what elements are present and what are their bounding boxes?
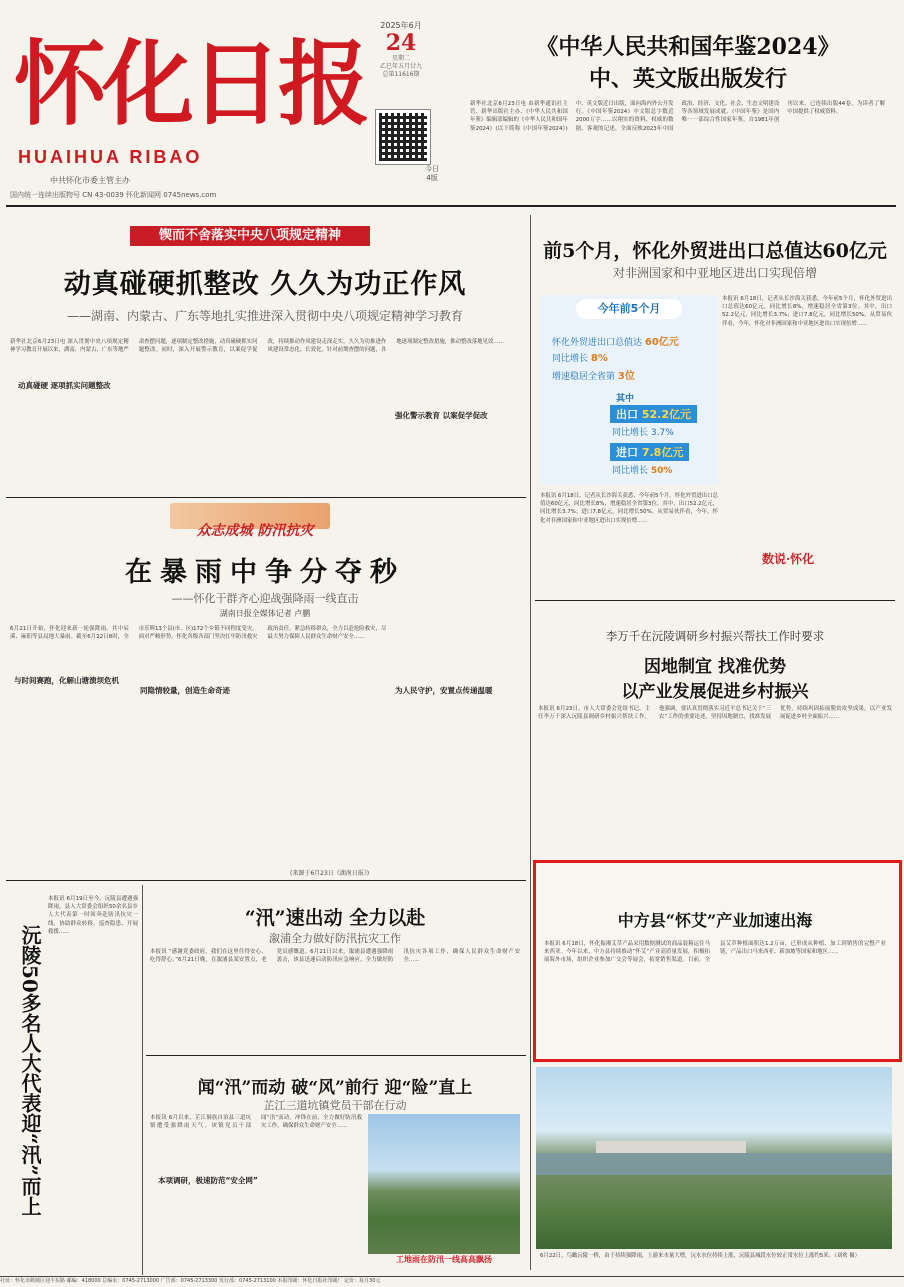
- story2-byline: 湖南日报全媒体记者 卢鹏: [219, 609, 311, 618]
- date-day: 24: [385, 30, 417, 56]
- among-label: 其中: [616, 394, 635, 404]
- page-count: 4版: [426, 174, 438, 183]
- story3-divider: [146, 1055, 526, 1056]
- flood-photo: [368, 1114, 520, 1254]
- export-growth-row: [612, 425, 674, 438]
- dam-structure: [596, 1141, 746, 1153]
- story1-subtitle: ——湖南、内蒙古、广东等地扎实推进深入贯彻中央八项规定精神学习教育: [66, 309, 463, 323]
- main-column-rule: [530, 215, 531, 1270]
- date-box: [360, 20, 442, 79]
- masthead-title: 怀化日报: [14, 30, 367, 138]
- story2-title: 在暴雨中争分夺秒: [125, 557, 405, 588]
- trade-body-right: 本报讯 6月18日，记者从长沙海关获悉，今年前5个月，怀化外贸进出口总值达60亿元，同比增长8%，增速稳居全省第3位。其中，出口52.2亿元，同比增长3.7%；进口7.8亿元，同比增长50%。从贸易伙伴看，今年，怀化对非洲国家和中亚地区进出口实现倍增……: [722, 296, 892, 327]
- rural-body: 本报讯 6月23日，市人大常委会党组书记、主任李万千深入沅陵县调研乡村振兴帮扶工作。他强调，要认真贯彻落实习近平总书记关于“三农”工作的重要论述，坚持因地制宜，找准发展优势，持续巩固拓展脱贫攻坚成果，以产业发展促进乡村全面振兴……: [538, 706, 892, 721]
- date-issue: 总第11616期: [382, 70, 420, 78]
- story2-subhead1: 与时间赛跑，化解山塘溃坝危机: [14, 676, 119, 685]
- masthead-sponsor: 中共怀化市委主管主办: [50, 176, 130, 185]
- banner-eight-rules: 锲而不舍落实中央八项规定精神: [130, 226, 370, 246]
- stat1-value: 60亿元: [644, 337, 679, 348]
- river-band: [536, 1153, 892, 1175]
- story3-subtitle: 溆浦全力做好防汛抗灾工作: [269, 932, 401, 945]
- stat2-label: 同比增长: [552, 354, 589, 364]
- stat1-row: [552, 333, 679, 348]
- story3-title: “汛”速出动 全力以赴: [244, 907, 426, 929]
- story4-photo-label: 工地雨在防汛一线高高飘扬: [396, 1255, 492, 1264]
- stat3-row: [552, 367, 635, 382]
- story2-body: 6月21日开始，怀化迎来新一轮强降雨，其中辰溪、麻阳等县局地大暴雨。截至6月22日8时，全市乐辉13个县(市、区)172个乡镇不同程度受灾。面对严峻形势，怀化各级各部门坚决扛牢防汛救灾政治责任，紧急转移群众，全力以赴抢险救灾，尽最大努力保障人民群众生命财产安全……: [10, 626, 387, 641]
- footer-bar: 社址：怀化市鹤城区迎丰东路 邮编：418000 总编室：0745-2713000 广告部：0745-2713300 发行部：0745-2713100 本报印刷：怀化日报社印刷厂 定价：每月30元: [0, 1276, 904, 1287]
- top-story-title2: 中、英文版出版发行: [588, 66, 787, 92]
- top-story-title: 《中华人民共和国年鉴2024》: [536, 34, 840, 60]
- import-label: 进口: [616, 446, 638, 459]
- story4-title: 闻“汛”而动 破“风”前行 迎“险”直上: [197, 1078, 473, 1098]
- top-story-body: 新华社北京6月23日电 由新华通讯社主管、新华出版社主办、《中华人民共和国年鉴》编辑部编辑的《中华人民共和国年鉴2024》(以下简称《中国年鉴2024》)中、英文版近日出版，面向海内外公开发行。《中国年鉴2024》中文版总字数近2000万字……以翔实的资料、权威的数据、客观的记述，全面反映2023年中国政治、经济、文化、社会、生态文明建设等各领域发展成就。《中国年鉴》是国内唯一一部综合性国家年鉴，自1981年创刊以来，已连续出版44卷，为读者了解中国提供了权威资料。: [470, 101, 885, 132]
- trade-subtitle: 对非洲国家和中亚地区进出口实现倍增: [612, 266, 817, 280]
- qr-code-icon[interactable]: [376, 110, 430, 164]
- side-column-rule: [142, 885, 143, 1275]
- stat3-label: 增速稳居全省第: [552, 372, 616, 382]
- story2-source: (来源于6月23日《湖南日报》): [290, 870, 370, 877]
- rural-title: 因地制宜 找准优势: [644, 657, 786, 677]
- banner-flood: 众志成城 防汛抗灾: [196, 523, 314, 539]
- export-growth-value: 3.7%: [650, 428, 674, 438]
- export-row: [610, 405, 697, 423]
- rural-title2: 以产业发展促进乡村振兴: [621, 682, 809, 702]
- story2-divider: [6, 880, 526, 881]
- import-growth-row: [612, 463, 672, 476]
- trade-stats-box: [540, 295, 718, 485]
- trade-body-left: 本报讯 6月18日，记者从长沙海关获悉，今年前5个月，怀化外贸进出口总值达60亿元，同比增长8%，增速稳居全省第3位。其中，出口52.2亿元，同比增长3.7%；进口7.8亿元，同比增长50%。从贸易伙伴看，今年，怀化对非洲国家和中亚地区进出口实现倍增……: [540, 493, 718, 524]
- river-aerial-photo: [536, 1067, 892, 1249]
- today-pages: [425, 165, 439, 183]
- story1-subhead2: 强化警示教育 以案促学促改: [395, 411, 488, 420]
- story4-subtitle: 芷江三道坑镇党员干部在行动: [263, 1099, 407, 1112]
- highlight-body: 本报讯 6月18日，怀化振湘艾草产品采用数据测试的商品装箱运往马来西亚。今年以来，中方县持续推动“怀艾”产业高质量发展，积极拓展海外市场，组织企业参加广交会等展会，拓宽销售渠道。目前，全县艾草种植面积达1.2万亩，已形成从种植、加工到销售的完整产业链，产品出口马来西亚、新加坡等国家和地区……: [544, 941, 886, 964]
- story4-subhead: 本项调研，极速防范“安全网”: [158, 1176, 258, 1185]
- date-year-month: 2025年6月: [380, 21, 422, 30]
- highlight-title: 中方县“怀艾”产业加速出海: [617, 911, 813, 930]
- export-value: 52.2亿元: [641, 408, 691, 421]
- story1-divider: [6, 497, 526, 498]
- side-story-title: 沅陵50多名人大代表迎“汛”而上: [18, 925, 42, 1216]
- date-weekday: 星期二: [391, 55, 410, 63]
- story1-title: 动真碰硬抓整改 久久为功正作风: [63, 269, 467, 300]
- data-column-label: 数说·怀化: [762, 552, 815, 566]
- photo-caption: 6月22日，鸟瞰沅陵一桥，由于持续强降雨，上游来水量大增，沅水水位持续上涨，沅陵县城段水位较正常水位上涨约5米。（刘欢 摄）: [540, 1253, 860, 1259]
- story2-subhead2: 同隐情较量，创造生命奇迹: [140, 686, 230, 695]
- masthead-divider: [6, 205, 896, 207]
- stat2-value: 8%: [590, 353, 608, 364]
- masthead-contact: 国内统一连续出版物号 CN 43-0039 怀化新闻网 0745news.com: [10, 191, 217, 199]
- trade-title: 前5个月，怀化外贸进出口总值达60亿元: [543, 240, 887, 262]
- stat2-row: [552, 351, 608, 364]
- import-growth-value: 50%: [650, 466, 673, 476]
- story2-subhead3: 为人民守护，安置点传递温暖: [395, 686, 493, 695]
- stat-header: 今年前5个月: [576, 299, 682, 319]
- side-story-body: 本报讯 6月19日至今，沅陵县遭遇强降雨，县人大常委会组织50余名县乡人大代表第一时间奔赴防汛抗灾一线，协助群众转移、巡查隐患、开展救援……: [48, 896, 138, 935]
- story1-subhead1: 动真碰硬 逐项抓实问题整改: [18, 381, 111, 390]
- masthead-pinyin: HUAIHUA RIBAO: [18, 147, 203, 167]
- rural-kicker: 李万千在沅陵调研乡村振兴帮扶工作时要求: [605, 629, 825, 643]
- date-lunar: 乙巳年五月廿九: [379, 62, 422, 70]
- story4-body: 本报讯 6月以来，芷江侗族自治县三道坑镇遭受强降雨天气。该镇党员干部闻“汛”而动，冲锋在前，全力做好防汛救灾工作，确保群众生命财产安全……: [150, 1115, 362, 1130]
- export-growth-label: 同比增长: [612, 428, 649, 438]
- import-value: 7.8亿元: [641, 446, 684, 459]
- today-label: 今日: [425, 165, 439, 173]
- stat1-label: 怀化外贸进出口总值达: [552, 338, 643, 348]
- story2-subtitle: ——怀化干群齐心迎战强降雨一线直击: [171, 592, 359, 605]
- story1-body: 新华社北京6月23日电 深入贯彻中央八项规定精神学习教育开展以来，湖南、内蒙古、广东等地严肃查摆问题，逐项制定整改措施，动真碰硬抓实问题整改。同时，深入开展警示教育，以案促学促改，持续推动作风建设走深走实，久久为功推进作风建设常态化、长效化。针对前期查摆的问题，各地逐项制定整改措施，推动整改落地见效……: [10, 339, 505, 354]
- trade-divider: [535, 600, 895, 601]
- import-growth-label: 同比增长: [612, 466, 649, 476]
- export-label: 出口: [616, 408, 638, 421]
- import-row: [610, 443, 689, 461]
- stat3-value: 3位: [617, 371, 635, 382]
- story3-body: 本报讯 “感谢党委政府，我们在这里住得安心、吃得舒心。”6月21日晚，在溆浦县某安置点，老党员感慨道。6月21日以来，溆浦县遭遇强降雨袭击，该县迅速启动防汛应急响应，全力做好防汛抗灾各项工作，确保人民群众生命财产安全……: [150, 949, 520, 964]
